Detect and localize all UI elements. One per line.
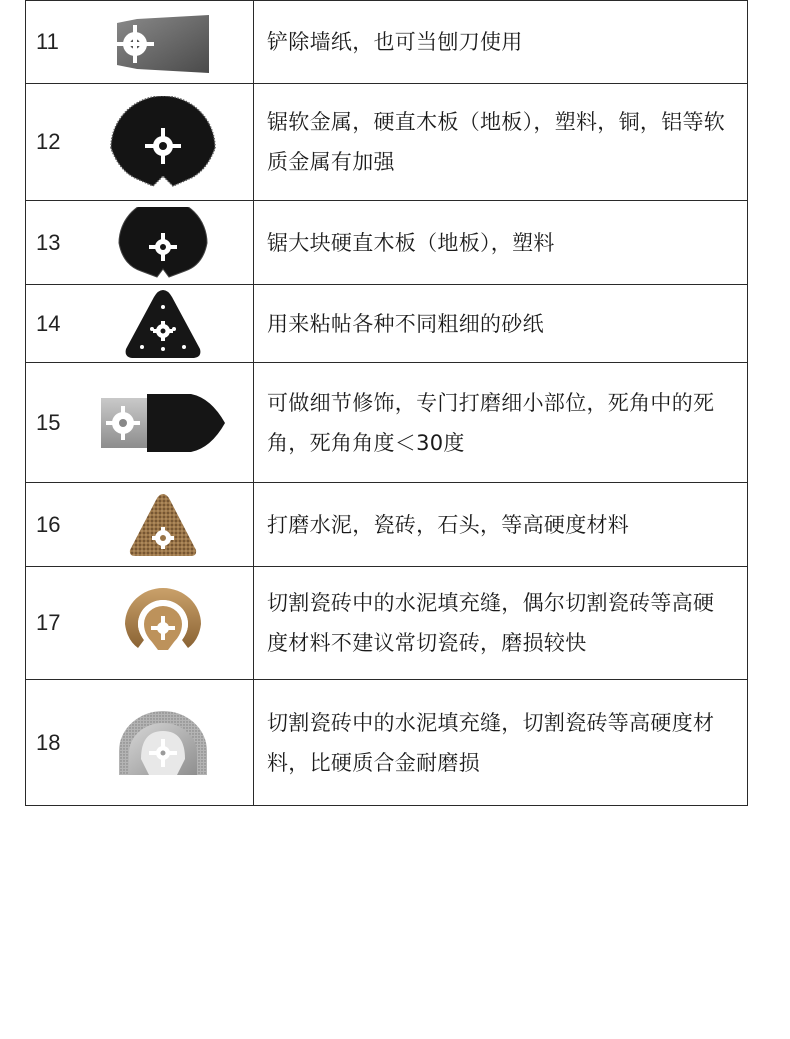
description-cell: 铲除墙纸，也可当刨刀使用 [254, 1, 748, 84]
table-row [26, 567, 748, 680]
description-cell: 打磨水泥，瓷砖，石头，等高硬度材料 [254, 483, 748, 567]
carbide-rasp-triangle-icon [88, 483, 238, 566]
table-row [26, 285, 748, 363]
table-row [26, 483, 748, 567]
description-cell: 用来粘帖各种不同粗细的砂纸 [254, 285, 748, 363]
row-number: 14 [36, 310, 61, 336]
triangular-sanding-pad-icon [88, 285, 238, 362]
table-row [26, 363, 748, 483]
scraper-blade-icon [88, 1, 238, 83]
description-cell: 切割瓷砖中的水泥填充缝，切割瓷砖等高硬度材料，比硬质合金耐磨损 [254, 680, 748, 806]
table-row [26, 201, 748, 285]
description-cell: 可做细节修饰，专门打磨细小部位，死角中的死角，死角角度＜30度 [254, 363, 748, 483]
description-cell: 锯大块硬直木板（地板），塑料 [254, 201, 748, 285]
row-number: 15 [36, 409, 61, 435]
row-number: 16 [36, 511, 61, 537]
segment-saw-blade-icon [88, 84, 238, 200]
segment-saw-blade-icon [88, 201, 238, 284]
row-number: 12 [36, 129, 61, 154]
blade-spec-table [25, 0, 748, 806]
table-row [26, 1, 748, 84]
row-number: 13 [36, 229, 61, 255]
diamond-grout-blade-icon [88, 680, 238, 805]
description-cell: 锯软金属，硬直木板（地板），塑料，铜，铝等软质金属有加强 [254, 84, 748, 201]
detail-sanding-pad-icon [88, 363, 238, 482]
row-number: 18 [36, 729, 61, 755]
carbide-grout-blade-icon [88, 567, 238, 679]
table-row [26, 84, 748, 201]
row-number: 11 [36, 29, 59, 54]
row-number: 17 [36, 610, 61, 635]
table-row [26, 680, 748, 806]
description-cell: 切割瓷砖中的水泥填充缝，偶尔切割瓷砖等高硬度材料不建议常切瓷砖，磨损较快 [254, 567, 748, 680]
